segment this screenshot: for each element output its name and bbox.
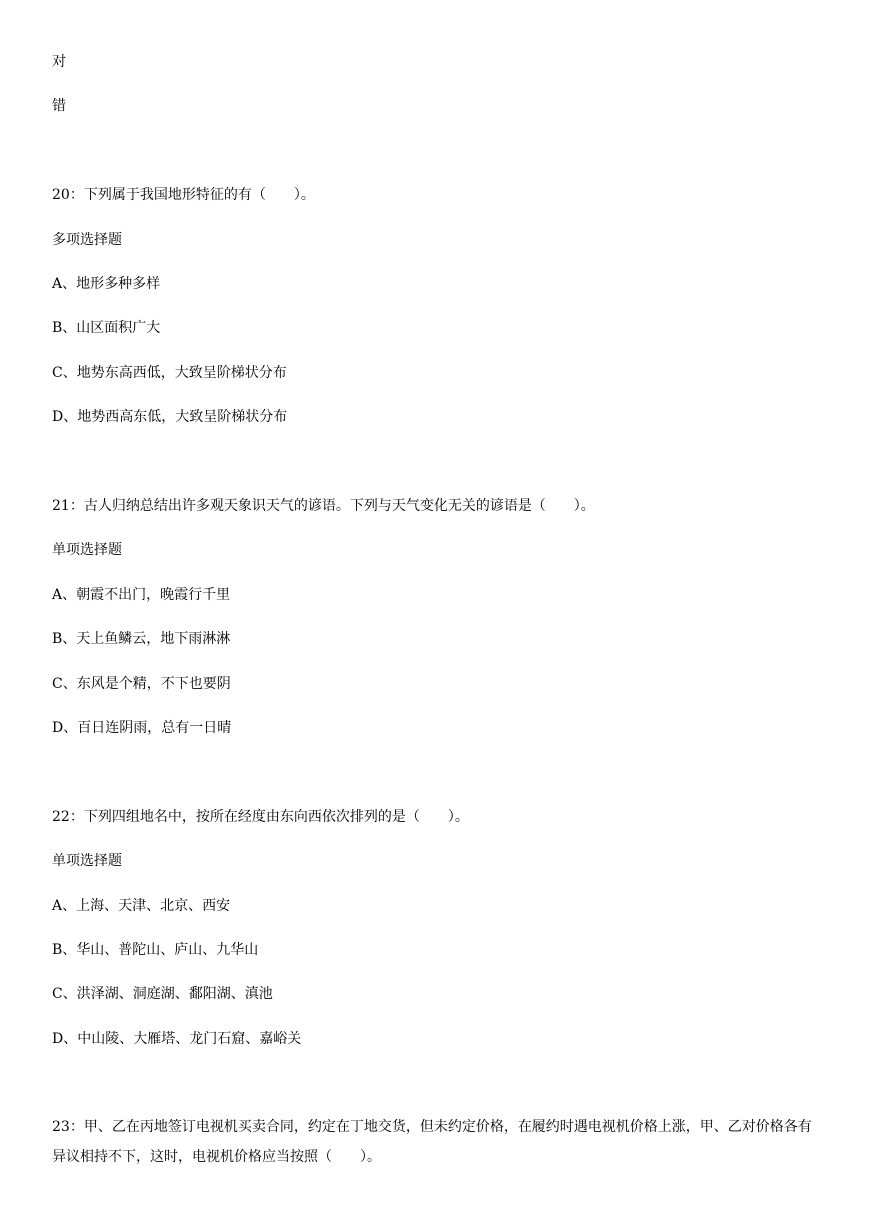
question-20-option-a: A、地形多种多样 bbox=[52, 276, 161, 292]
question-22-stem: 22：下列四组地名中，按所在经度由东向西依次排列的是（ ）。 bbox=[52, 809, 469, 825]
question-22-option-c: C、洪泽湖、洞庭湖、鄱阳湖、滇池 bbox=[52, 986, 273, 1002]
question-20-stem: 20：下列属于我国地形特征的有（ ）。 bbox=[52, 187, 315, 203]
question-22-type: 单项选择题 bbox=[52, 853, 122, 869]
question-22-option-a: A、上海、天津、北京、西安 bbox=[52, 898, 231, 914]
question-21-option-b: B、天上鱼鳞云，地下雨淋淋 bbox=[52, 631, 231, 647]
question-20-option-d: D、地势西高东低，大致呈阶梯状分布 bbox=[52, 409, 288, 425]
question-20-type: 多项选择题 bbox=[52, 232, 122, 248]
question-23-stem: 23：甲、乙在丙地签订电视机买卖合同，约定在丁地交货，但未约定价格，在履约时遇电视机价格上涨，甲、乙对价格各有异议相持不下，这时，电视机价格应当按照（ ）。 bbox=[52, 1119, 812, 1165]
question-21-type: 单项选择题 bbox=[52, 542, 122, 558]
question-21-option-c: C、东风是个精，不下也要阴 bbox=[52, 676, 231, 692]
question-20-option-b: B、山区面积广大 bbox=[52, 320, 161, 336]
question-22-option-d: D、中山陵、大雁塔、龙门石窟、嘉峪关 bbox=[52, 1031, 302, 1047]
question-21-option-a: A、朝霞不出门，晚霞行千里 bbox=[52, 587, 231, 603]
question-22-option-b: B、华山、普陀山、庐山、九华山 bbox=[52, 942, 259, 958]
question-21-option-d: D、百日连阴雨，总有一日晴 bbox=[52, 720, 232, 736]
question-21-stem: 21：古人归纳总结出许多观天象识天气的谚语。下列与天气变化无关的谚语是（ ）。 bbox=[52, 498, 595, 514]
prev-option-false: 错 bbox=[52, 98, 66, 114]
question-20-option-c: C、地势东高西低，大致呈阶梯状分布 bbox=[52, 365, 287, 381]
prev-option-true: 对 bbox=[52, 54, 66, 70]
